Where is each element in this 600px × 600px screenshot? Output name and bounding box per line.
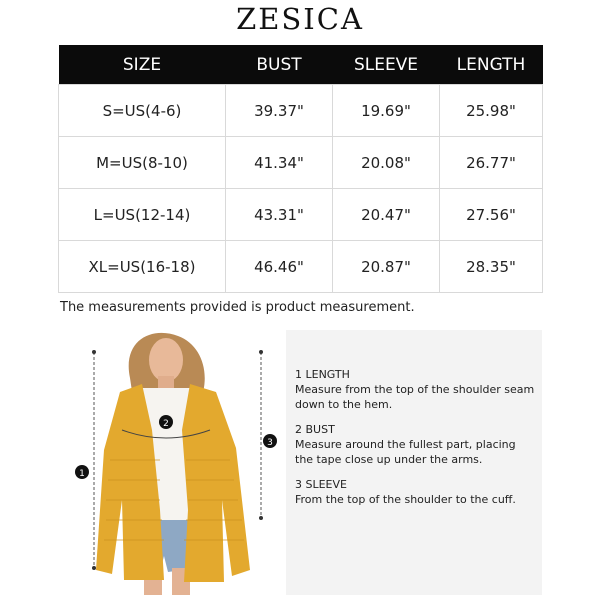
guide-item-title: 3 SLEEVE	[295, 478, 347, 491]
marker-1	[75, 465, 89, 479]
cell-sleeve: 20.47"	[333, 189, 440, 241]
cell-length: 27.56"	[440, 189, 543, 241]
guide-item-desc: Measure around the fullest part, placing the tape close up under the arms.	[295, 438, 516, 466]
cell-bust: 39.37"	[226, 85, 333, 137]
cell-size: S=US(4-6)	[59, 85, 226, 137]
measure-guide-panel	[286, 330, 542, 595]
cell-length: 26.77"	[440, 137, 543, 189]
marker-2-label: 2	[163, 419, 169, 429]
marker-3-label: 3	[267, 438, 273, 448]
marker-1-label: 1	[79, 469, 85, 479]
header-sleeve: SLEEVE	[333, 45, 440, 85]
table-row	[59, 137, 543, 189]
guide-item-sleeve	[295, 477, 535, 507]
cell-bust: 43.31"	[226, 189, 333, 241]
cell-size: XL=US(16-18)	[59, 241, 226, 293]
cell-size: L=US(12-14)	[59, 189, 226, 241]
header-size: SIZE	[59, 45, 226, 85]
header-length: LENGTH	[440, 45, 543, 85]
header-bust: BUST	[226, 45, 333, 85]
guide-item-title: 1 LENGTH	[295, 368, 350, 381]
table-row	[59, 241, 543, 293]
cell-size: M=US(8-10)	[59, 137, 226, 189]
table-header-row	[59, 45, 543, 85]
size-chart-table	[58, 45, 543, 293]
marker-2	[159, 415, 173, 429]
guide-item-length	[295, 367, 535, 412]
guide-item-title: 2 BUST	[295, 423, 335, 436]
cell-length: 25.98"	[440, 85, 543, 137]
cardigan-right-shape	[182, 384, 250, 582]
table-row	[59, 189, 543, 241]
brand-logo: ZESICA	[236, 2, 364, 36]
cell-bust: 46.46"	[226, 241, 333, 293]
cell-sleeve: 19.69"	[333, 85, 440, 137]
cell-length: 28.35"	[440, 241, 543, 293]
guide-item-bust	[295, 422, 535, 467]
guide-item-desc: From the top of the shoulder to the cuff.	[295, 493, 516, 506]
model-photo	[60, 330, 285, 595]
guide-item-desc: Measure from the top of the shoulder seam down to the hem.	[295, 383, 535, 411]
cell-sleeve: 20.08"	[333, 137, 440, 189]
cell-bust: 41.34"	[226, 137, 333, 189]
table-row	[59, 85, 543, 137]
cell-sleeve: 20.87"	[333, 241, 440, 293]
face-shape	[149, 338, 183, 382]
marker-3	[263, 434, 277, 448]
measurement-note: The measurements provided is product measurement.	[60, 300, 415, 315]
